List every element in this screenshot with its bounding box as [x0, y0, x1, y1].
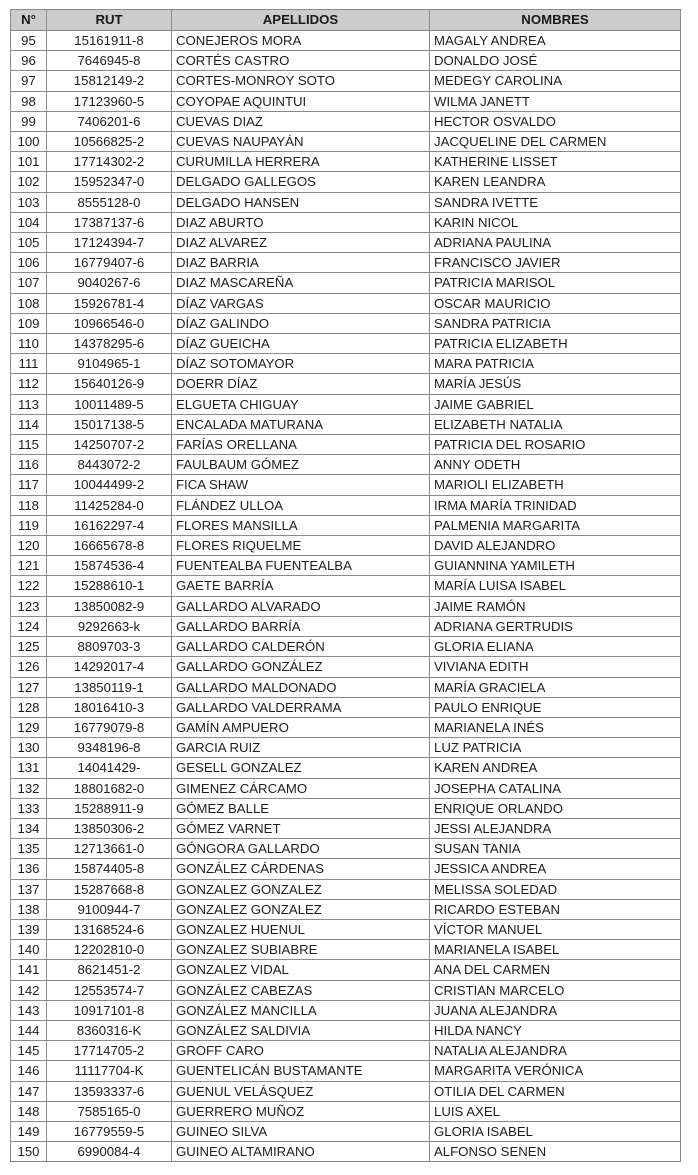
row-number: 119: [11, 515, 47, 535]
row-rut: 17124394-7: [47, 233, 172, 253]
row-rut: 10917101-8: [47, 1000, 172, 1020]
row-apellidos: DÍAZ SOTOMAYOR: [172, 354, 430, 374]
row-apellidos: CORTES-MONROY SOTO: [172, 71, 430, 91]
row-nombres: CRISTIAN MARCELO: [430, 980, 681, 1000]
row-number: 95: [11, 31, 47, 51]
row-nombres: SANDRA PATRICIA: [430, 313, 681, 333]
row-rut: 13850306-2: [47, 818, 172, 838]
table-row: [11, 596, 681, 616]
row-apellidos: GUENUL VELÁSQUEZ: [172, 1081, 430, 1101]
row-number: 103: [11, 192, 47, 212]
row-nombres: JESSICA ANDREA: [430, 859, 681, 879]
row-apellidos: GAETE BARRÍA: [172, 576, 430, 596]
row-apellidos: DÍAZ GALINDO: [172, 313, 430, 333]
row-apellidos: GONZALEZ GONZALEZ: [172, 879, 430, 899]
row-number: 138: [11, 899, 47, 919]
row-nombres: DAVID ALEJANDRO: [430, 536, 681, 556]
table-row: [11, 71, 681, 91]
row-apellidos: DIAZ BARRIA: [172, 253, 430, 273]
row-rut: 14250707-2: [47, 435, 172, 455]
row-rut: 14041429-: [47, 758, 172, 778]
row-number: 124: [11, 616, 47, 636]
row-number: 109: [11, 313, 47, 333]
row-rut: 8809703-3: [47, 637, 172, 657]
row-rut: 16162297-4: [47, 515, 172, 535]
row-nombres: MEDEGY CAROLINA: [430, 71, 681, 91]
row-apellidos: FARÍAS ORELLANA: [172, 435, 430, 455]
header-apellidos: APELLIDOS: [172, 10, 430, 31]
header-num: N°: [11, 10, 47, 31]
row-number: 141: [11, 960, 47, 980]
row-rut: 16779407-6: [47, 253, 172, 273]
row-apellidos: GÓMEZ BALLE: [172, 798, 430, 818]
row-number: 128: [11, 697, 47, 717]
row-rut: 15640126-9: [47, 374, 172, 394]
row-number: 100: [11, 132, 47, 152]
row-number: 120: [11, 536, 47, 556]
table-row: [11, 31, 681, 51]
row-rut: 15287668-8: [47, 879, 172, 899]
row-nombres: OTILIA DEL CARMEN: [430, 1081, 681, 1101]
row-apellidos: FUENTEALBA FUENTEALBA: [172, 556, 430, 576]
header-nombres: NOMBRES: [430, 10, 681, 31]
row-apellidos: COYOPAE AQUINTUI: [172, 91, 430, 111]
row-nombres: JAIME RAMÓN: [430, 596, 681, 616]
table-row: [11, 111, 681, 131]
row-number: 134: [11, 818, 47, 838]
row-nombres: MARÍA GRACIELA: [430, 677, 681, 697]
row-apellidos: GARCIA RUIZ: [172, 738, 430, 758]
row-rut: 14292017-4: [47, 657, 172, 677]
row-number: 101: [11, 152, 47, 172]
row-nombres: MAGALY ANDREA: [430, 31, 681, 51]
row-apellidos: DÍAZ VARGAS: [172, 293, 430, 313]
row-nombres: MELISSA SOLEDAD: [430, 879, 681, 899]
row-rut: 15874405-8: [47, 859, 172, 879]
table-row: [11, 839, 681, 859]
row-rut: 15288610-1: [47, 576, 172, 596]
table-row: [11, 192, 681, 212]
row-number: 150: [11, 1142, 47, 1162]
table-row: [11, 1000, 681, 1020]
table-row: [11, 1020, 681, 1040]
row-nombres: PATRICIA MARISOL: [430, 273, 681, 293]
row-rut: 10966546-0: [47, 313, 172, 333]
row-number: 118: [11, 495, 47, 515]
row-apellidos: GUERRERO MUÑOZ: [172, 1101, 430, 1121]
row-number: 137: [11, 879, 47, 899]
row-nombres: RICARDO ESTEBAN: [430, 899, 681, 919]
row-nombres: ADRIANA GERTRUDIS: [430, 616, 681, 636]
row-apellidos: GALLARDO GONZÁLEZ: [172, 657, 430, 677]
row-nombres: PALMENIA MARGARITA: [430, 515, 681, 535]
row-rut: 10044499-2: [47, 475, 172, 495]
header-rut: RUT: [47, 10, 172, 31]
row-number: 96: [11, 51, 47, 71]
row-nombres: ALFONSO SENEN: [430, 1142, 681, 1162]
row-number: 142: [11, 980, 47, 1000]
row-nombres: ADRIANA PAULINA: [430, 233, 681, 253]
row-apellidos: DIAZ MASCAREÑA: [172, 273, 430, 293]
row-number: 111: [11, 354, 47, 374]
table-row: [11, 980, 681, 1000]
row-apellidos: GONZÁLEZ SALDIVIA: [172, 1020, 430, 1040]
row-nombres: IRMA MARÍA TRINIDAD: [430, 495, 681, 515]
row-apellidos: ELGUETA CHIGUAY: [172, 394, 430, 414]
row-number: 122: [11, 576, 47, 596]
table-row: [11, 1121, 681, 1141]
table-row: [11, 293, 681, 313]
table-row: [11, 536, 681, 556]
row-rut: 16779559-5: [47, 1121, 172, 1141]
row-nombres: KARIN NICOL: [430, 212, 681, 232]
row-apellidos: GUINEO SILVA: [172, 1121, 430, 1141]
row-nombres: FRANCISCO JAVIER: [430, 253, 681, 273]
table-row: [11, 414, 681, 434]
row-apellidos: ENCALADA MATURANA: [172, 414, 430, 434]
table-row: [11, 758, 681, 778]
row-number: 116: [11, 455, 47, 475]
row-apellidos: GONZALEZ VIDAL: [172, 960, 430, 980]
row-rut: 15952347-0: [47, 172, 172, 192]
row-rut: 15812149-2: [47, 71, 172, 91]
row-apellidos: GESELL GONZALEZ: [172, 758, 430, 778]
row-apellidos: GÓMEZ VARNET: [172, 818, 430, 838]
row-nombres: KAREN LEANDRA: [430, 172, 681, 192]
row-rut: 12202810-0: [47, 940, 172, 960]
row-number: 110: [11, 334, 47, 354]
table-row: [11, 152, 681, 172]
row-nombres: ELIZABETH NATALIA: [430, 414, 681, 434]
row-rut: 16665678-8: [47, 536, 172, 556]
table-row: [11, 1081, 681, 1101]
table-row: [11, 859, 681, 879]
row-apellidos: DOERR DÍAZ: [172, 374, 430, 394]
table-row: [11, 455, 681, 475]
row-apellidos: CURUMILLA HERRERA: [172, 152, 430, 172]
row-rut: 10011489-5: [47, 394, 172, 414]
row-number: 105: [11, 233, 47, 253]
row-number: 133: [11, 798, 47, 818]
row-number: 139: [11, 919, 47, 939]
header-row: [11, 10, 681, 31]
row-nombres: GUIANNINA YAMILETH: [430, 556, 681, 576]
table-row: [11, 940, 681, 960]
row-number: 106: [11, 253, 47, 273]
table-row: [11, 677, 681, 697]
row-number: 108: [11, 293, 47, 313]
row-rut: 9104965-1: [47, 354, 172, 374]
row-nombres: ANA DEL CARMEN: [430, 960, 681, 980]
row-nombres: VIVIANA EDITH: [430, 657, 681, 677]
table-row: [11, 273, 681, 293]
table-row: [11, 172, 681, 192]
row-apellidos: GIMENEZ CÁRCAMO: [172, 778, 430, 798]
table-row: [11, 1041, 681, 1061]
table-row: [11, 1142, 681, 1162]
row-number: 131: [11, 758, 47, 778]
row-apellidos: DELGADO GALLEGOS: [172, 172, 430, 192]
row-nombres: HILDA NANCY: [430, 1020, 681, 1040]
row-nombres: JOSEPHA CATALINA: [430, 778, 681, 798]
row-apellidos: FLORES MANSILLA: [172, 515, 430, 535]
row-apellidos: CUEVAS NAUPAYÁN: [172, 132, 430, 152]
row-nombres: MARIANELA ISABEL: [430, 940, 681, 960]
row-rut: 12713661-0: [47, 839, 172, 859]
row-apellidos: CONEJEROS MORA: [172, 31, 430, 51]
row-nombres: LUIS AXEL: [430, 1101, 681, 1121]
row-number: 144: [11, 1020, 47, 1040]
roster-table: [10, 9, 681, 1162]
row-number: 104: [11, 212, 47, 232]
row-rut: 8443072-2: [47, 455, 172, 475]
row-rut: 17387137-6: [47, 212, 172, 232]
row-apellidos: DELGADO HANSEN: [172, 192, 430, 212]
table-row: [11, 637, 681, 657]
row-rut: 13593337-6: [47, 1081, 172, 1101]
row-apellidos: GALLARDO CALDERÓN: [172, 637, 430, 657]
row-nombres: NATALIA ALEJANDRA: [430, 1041, 681, 1061]
row-nombres: MARÍA JESÚS: [430, 374, 681, 394]
row-nombres: GLORIA ELIANA: [430, 637, 681, 657]
row-apellidos: CUEVAS DIAZ: [172, 111, 430, 131]
row-apellidos: GONZÁLEZ CÁRDENAS: [172, 859, 430, 879]
row-apellidos: GROFF CARO: [172, 1041, 430, 1061]
table-row: [11, 475, 681, 495]
row-nombres: OSCAR MAURICIO: [430, 293, 681, 313]
table-row: [11, 91, 681, 111]
row-rut: 14378295-6: [47, 334, 172, 354]
row-apellidos: GONZALEZ HUENUL: [172, 919, 430, 939]
row-apellidos: GUINEO ALTAMIRANO: [172, 1142, 430, 1162]
row-number: 136: [11, 859, 47, 879]
row-number: 146: [11, 1061, 47, 1081]
row-apellidos: GONZÁLEZ MANCILLA: [172, 1000, 430, 1020]
table-row: [11, 51, 681, 71]
row-nombres: SUSAN TANIA: [430, 839, 681, 859]
row-rut: 18016410-3: [47, 697, 172, 717]
row-nombres: ANNY ODETH: [430, 455, 681, 475]
table-row: [11, 919, 681, 939]
row-apellidos: FLORES RIQUELME: [172, 536, 430, 556]
row-nombres: MARIANELA INÉS: [430, 717, 681, 737]
row-rut: 8360316-K: [47, 1020, 172, 1040]
row-rut: 8555128-0: [47, 192, 172, 212]
row-rut: 10566825-2: [47, 132, 172, 152]
row-rut: 6990084-4: [47, 1142, 172, 1162]
row-number: 125: [11, 637, 47, 657]
table-row: [11, 212, 681, 232]
table-row: [11, 697, 681, 717]
row-rut: 13850119-1: [47, 677, 172, 697]
row-apellidos: GALLARDO MALDONADO: [172, 677, 430, 697]
row-number: 123: [11, 596, 47, 616]
table-row: [11, 334, 681, 354]
row-rut: 18801682-0: [47, 778, 172, 798]
row-nombres: MARÍA LUISA ISABEL: [430, 576, 681, 596]
row-apellidos: GONZÁLEZ CABEZAS: [172, 980, 430, 1000]
row-apellidos: FLÁNDEZ ULLOA: [172, 495, 430, 515]
row-rut: 9040267-6: [47, 273, 172, 293]
row-nombres: WILMA JANETT: [430, 91, 681, 111]
row-number: 148: [11, 1101, 47, 1121]
row-rut: 12553574-7: [47, 980, 172, 1000]
row-nombres: KATHERINE LISSET: [430, 152, 681, 172]
table-row: [11, 495, 681, 515]
row-apellidos: GALLARDO BARRÍA: [172, 616, 430, 636]
table-row: [11, 313, 681, 333]
row-apellidos: GONZALEZ SUBIABRE: [172, 940, 430, 960]
table-body: [11, 31, 681, 1162]
row-apellidos: DIAZ ABURTO: [172, 212, 430, 232]
row-rut: 15161911-8: [47, 31, 172, 51]
table-row: [11, 879, 681, 899]
table-row: [11, 960, 681, 980]
table-row: [11, 738, 681, 758]
row-rut: 17714705-2: [47, 1041, 172, 1061]
table-row: [11, 233, 681, 253]
row-apellidos: FICA SHAW: [172, 475, 430, 495]
row-nombres: GLORIA ISABEL: [430, 1121, 681, 1141]
row-rut: 17714302-2: [47, 152, 172, 172]
row-number: 99: [11, 111, 47, 131]
row-rut: 9292663-k: [47, 616, 172, 636]
table-row: [11, 899, 681, 919]
row-rut: 7406201-6: [47, 111, 172, 131]
row-nombres: JESSI ALEJANDRA: [430, 818, 681, 838]
row-nombres: SANDRA IVETTE: [430, 192, 681, 212]
row-number: 98: [11, 91, 47, 111]
row-rut: 7585165-0: [47, 1101, 172, 1121]
table-row: [11, 778, 681, 798]
row-apellidos: DIAZ ALVAREZ: [172, 233, 430, 253]
row-number: 145: [11, 1041, 47, 1061]
row-rut: 13850082-9: [47, 596, 172, 616]
table-row: [11, 435, 681, 455]
row-apellidos: DÍAZ GUEICHA: [172, 334, 430, 354]
row-number: 102: [11, 172, 47, 192]
row-rut: 13168524-6: [47, 919, 172, 939]
row-apellidos: FAULBAUM GÓMEZ: [172, 455, 430, 475]
row-number: 143: [11, 1000, 47, 1020]
row-nombres: KAREN ANDREA: [430, 758, 681, 778]
row-number: 121: [11, 556, 47, 576]
row-rut: 7646945-8: [47, 51, 172, 71]
row-rut: 11117704-K: [47, 1061, 172, 1081]
table-row: [11, 132, 681, 152]
table-row: [11, 253, 681, 273]
row-apellidos: GONZALEZ GONZALEZ: [172, 899, 430, 919]
row-number: 129: [11, 717, 47, 737]
row-rut: 15017138-5: [47, 414, 172, 434]
row-rut: 15926781-4: [47, 293, 172, 313]
row-number: 147: [11, 1081, 47, 1101]
table-row: [11, 374, 681, 394]
row-nombres: JUANA ALEJANDRA: [430, 1000, 681, 1020]
row-number: 127: [11, 677, 47, 697]
table-row: [11, 1101, 681, 1121]
row-nombres: MARGARITA VERÓNICA: [430, 1061, 681, 1081]
row-number: 149: [11, 1121, 47, 1141]
row-apellidos: GALLARDO VALDERRAMA: [172, 697, 430, 717]
row-rut: 16779079-8: [47, 717, 172, 737]
row-number: 114: [11, 414, 47, 434]
row-number: 107: [11, 273, 47, 293]
row-number: 132: [11, 778, 47, 798]
row-rut: 11425284-0: [47, 495, 172, 515]
row-nombres: ENRIQUE ORLANDO: [430, 798, 681, 818]
row-number: 97: [11, 71, 47, 91]
row-number: 112: [11, 374, 47, 394]
table-row: [11, 354, 681, 374]
table-row: [11, 576, 681, 596]
row-nombres: PATRICIA DEL ROSARIO: [430, 435, 681, 455]
row-rut: 8621451-2: [47, 960, 172, 980]
row-rut: 9100944-7: [47, 899, 172, 919]
table-row: [11, 556, 681, 576]
row-nombres: JAIME GABRIEL: [430, 394, 681, 414]
table-row: [11, 515, 681, 535]
row-nombres: VÍCTOR MANUEL: [430, 919, 681, 939]
row-number: 113: [11, 394, 47, 414]
row-nombres: MARA PATRICIA: [430, 354, 681, 374]
row-apellidos: GÓNGORA GALLARDO: [172, 839, 430, 859]
row-rut: 15874536-4: [47, 556, 172, 576]
row-nombres: HECTOR OSVALDO: [430, 111, 681, 131]
row-number: 130: [11, 738, 47, 758]
table-row: [11, 818, 681, 838]
row-number: 117: [11, 475, 47, 495]
row-nombres: JACQUELINE DEL CARMEN: [430, 132, 681, 152]
row-number: 140: [11, 940, 47, 960]
row-apellidos: CORTÉS CASTRO: [172, 51, 430, 71]
row-nombres: MARIOLI ELIZABETH: [430, 475, 681, 495]
row-apellidos: GUENTELICÁN BUSTAMANTE: [172, 1061, 430, 1081]
row-nombres: PAULO ENRIQUE: [430, 697, 681, 717]
row-rut: 17123960-5: [47, 91, 172, 111]
row-apellidos: GAMÍN AMPUERO: [172, 717, 430, 737]
row-apellidos: GALLARDO ALVARADO: [172, 596, 430, 616]
table-row: [11, 657, 681, 677]
row-number: 135: [11, 839, 47, 859]
row-number: 126: [11, 657, 47, 677]
table-row: [11, 616, 681, 636]
table-row: [11, 1061, 681, 1081]
row-rut: 9348196-8: [47, 738, 172, 758]
row-nombres: PATRICIA ELIZABETH: [430, 334, 681, 354]
row-nombres: DONALDO JOSÉ: [430, 51, 681, 71]
row-nombres: LUZ PATRICIA: [430, 738, 681, 758]
row-number: 115: [11, 435, 47, 455]
row-rut: 15288911-9: [47, 798, 172, 818]
table-row: [11, 394, 681, 414]
table-row: [11, 798, 681, 818]
table-row: [11, 717, 681, 737]
